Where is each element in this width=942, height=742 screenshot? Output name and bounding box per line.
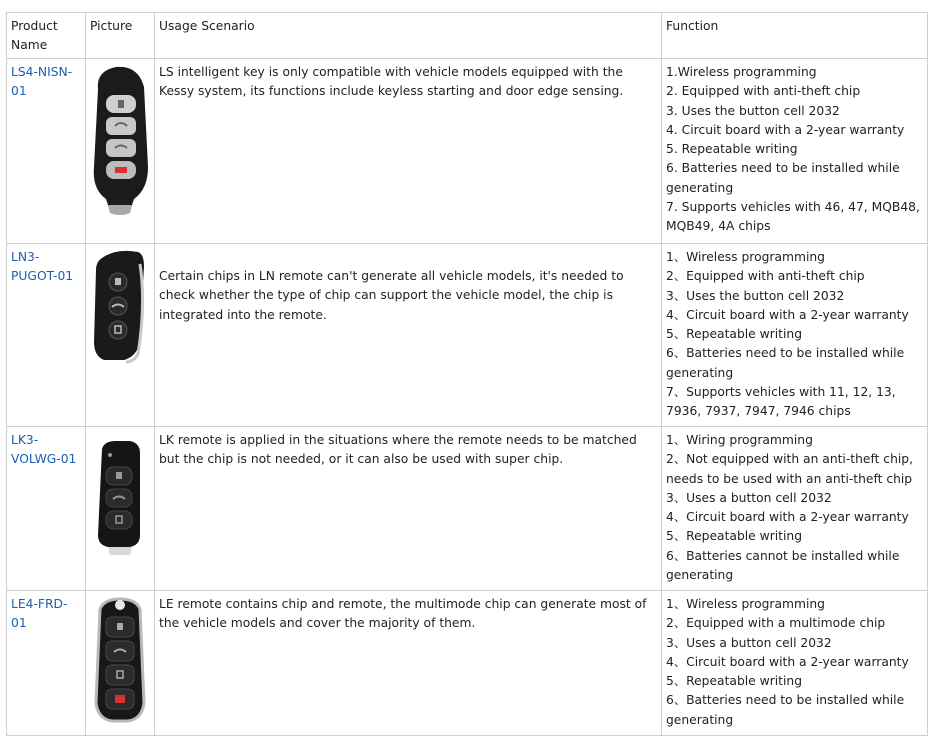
usage-text: LS intelligent key is only compatible with vehicle models equipped with the Kessy system, its functions include keyless starting and door edge sensing. xyxy=(159,65,624,99)
smart-key-fob-icon xyxy=(86,59,155,239)
flip-key-remote-icon xyxy=(86,244,155,422)
function-item: 3、Uses the button cell 2032 xyxy=(666,288,845,303)
function-item: 5、Repeatable writing xyxy=(666,327,803,342)
function-item: 2. Equipped with anti-theft chip xyxy=(666,84,861,99)
function-item: 3、Uses a button cell 2032 xyxy=(666,490,832,505)
product-name-link[interactable]: LN3-PUGOT-01 xyxy=(7,244,86,427)
usage-text: LK remote is applied in the situations where the remote needs to be matched but the chip is not needed, or it can also be used with super chip. xyxy=(159,433,637,467)
product-picture xyxy=(86,427,155,591)
function-item: 4、Circuit board with a 2-year warranty xyxy=(666,307,909,322)
function-item: 6. Batteries need to be installed while generating xyxy=(666,161,900,195)
function-item: 3、Uses a button cell 2032 xyxy=(666,635,832,650)
usage-scenario xyxy=(155,591,662,736)
function-item: 2、Equipped with anti-theft chip xyxy=(666,269,865,284)
header-row xyxy=(7,13,928,59)
product-picture xyxy=(86,244,155,427)
usage-scenario xyxy=(155,244,662,427)
function-item: 5、Repeatable writing xyxy=(666,674,803,689)
header-usage: Usage Scenario xyxy=(155,13,662,59)
product-picture xyxy=(86,591,155,736)
function-item: 6、Batteries need to be installed while generating xyxy=(666,693,905,727)
table-row xyxy=(7,244,928,427)
flip-key-remote-icon xyxy=(86,591,155,731)
function-item: 1.Wireless programming xyxy=(666,65,817,79)
product-picture xyxy=(86,59,155,244)
function-list xyxy=(662,244,928,427)
product-name-link[interactable]: LS4-NISN-01 xyxy=(7,59,86,244)
function-item: 7、Supports vehicles with 11, 12, 13, 7936, 7937, 7947, 7946 chips xyxy=(666,385,896,419)
product-name-link[interactable]: LE4-FRD-01 xyxy=(7,591,86,736)
function-item: 4. Circuit board with a 2-year warranty xyxy=(666,122,905,137)
function-item: 4、Circuit board with a 2-year warranty xyxy=(666,654,909,669)
function-item: 6、Batteries cannot be installed while generating xyxy=(666,548,900,583)
function-list xyxy=(662,427,928,591)
usage-scenario xyxy=(155,427,662,591)
function-item: 7. Supports vehicles with 46, 47, MQB48, MQB49, 4A chips xyxy=(666,200,920,234)
table-row xyxy=(7,59,928,244)
function-item: 5、Repeatable writing xyxy=(666,529,803,544)
function-list xyxy=(662,59,928,244)
products-table xyxy=(6,12,928,736)
function-item: 3. Uses the button cell 2032 xyxy=(666,103,840,118)
function-item: 1、Wiring programming xyxy=(666,433,813,447)
usage-text: LE remote contains chip and remote, the multimode chip can generate most of the vehicle models and cover the majority of them. xyxy=(159,597,647,631)
header-function: Function xyxy=(662,13,928,59)
function-list xyxy=(662,591,928,736)
function-item: 2、Equipped with a multimode chip xyxy=(666,616,886,631)
usage-text: Certain chips in LN remote can't generate all vehicle models, it's needed to check whether the type of chip can support the vehicle model, the chip is integrated into the remote. xyxy=(159,269,624,322)
table-row xyxy=(7,591,928,736)
flip-key-remote-icon xyxy=(86,427,155,586)
product-name-link[interactable]: LK3-VOLWG-01 xyxy=(7,427,86,591)
usage-scenario xyxy=(155,59,662,244)
header-picture: Picture xyxy=(86,13,155,59)
function-item: 1、Wireless programming xyxy=(666,250,825,264)
function-item: 6、Batteries need to be installed while generating xyxy=(666,346,905,380)
table-row xyxy=(7,427,928,591)
function-item: 4、Circuit board with a 2-year warranty xyxy=(666,510,909,525)
function-item: 2、Not equipped with an anti-theft chip, needs to be used with an anti-theft chip xyxy=(666,452,913,486)
function-item: 5. Repeatable writing xyxy=(666,142,798,157)
header-product-name: Product Name xyxy=(7,13,86,59)
function-item: 1、Wireless programming xyxy=(666,597,825,611)
